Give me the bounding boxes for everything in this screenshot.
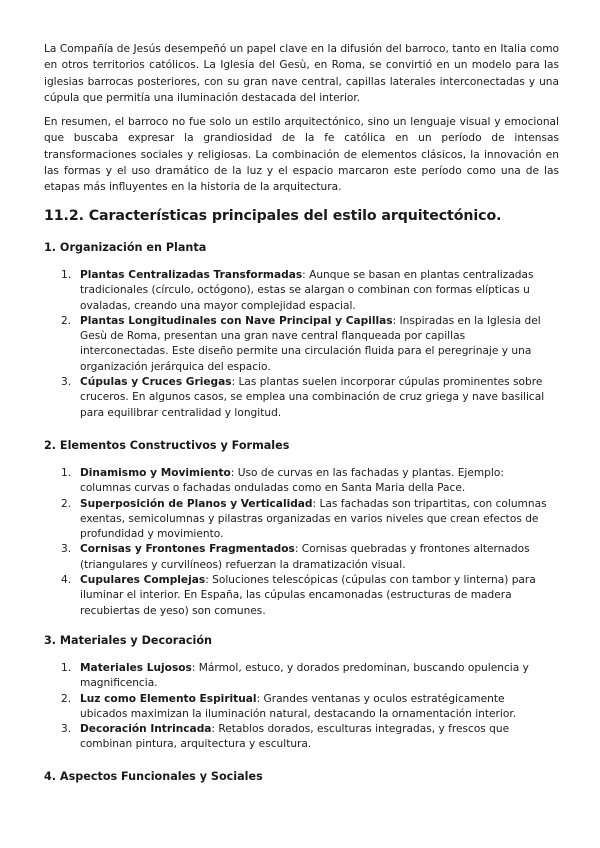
- subsection-title: 4. Aspectos Funcionales y Sociales: [44, 770, 263, 783]
- list-number: 4.: [61, 574, 72, 587]
- list-item: [0, 692, 550, 723]
- list-item-term: Plantas Longitudinales con Nave Principal y Capillas: [80, 314, 393, 327]
- list-item: [0, 268, 550, 314]
- list-item: [0, 375, 550, 421]
- intro-paragraph-2: En resumen, el barroco no fue solo un estilo arquitectónico, sino un lenguaje visual y emocional que buscaba expresar la grandiosidad de la fe católica en un período de intensas transformaciones sociales y religiosas. La combinación de elementos clásicos, la innovación en las formas y el uso dramático de la luz y el espacio marcaron este período como una de las etapas más influyentes en la historia de la arquitectura.: [44, 116, 559, 194]
- list-item-text: : Retablos dorados, esculturas integradas, y frescos que combinan pintura, arquitectura y escultura.: [80, 723, 510, 751]
- list-item-term: Luz como Elemento Espiritual: [80, 692, 257, 705]
- list-number: 3.: [61, 543, 72, 556]
- list-item-text: : Inspiradas en la Iglesia del Gesù de Roma, presentan una gran nave central flanqueada por capillas interconectadas. Este diseño permite una circulación fluida para el peregrinaje y una organización jerárquica del espacio.: [80, 314, 541, 373]
- list-number: 2.: [61, 692, 72, 705]
- list-item-term: Materiales Lujosos: [80, 662, 192, 674]
- list-item: [0, 542, 550, 573]
- subsection-title: 2. Elementos Constructivos y Formales: [44, 439, 290, 452]
- list-number: 1.: [61, 269, 72, 281]
- list-item-term: Cornisas y Frontones Fragmentados: [80, 543, 295, 556]
- list-item-text: : Grandes ventanas y oculos estratégicamente ubicados maximizan la iluminación natural, destacando la ornamentación interior.: [80, 692, 517, 720]
- numbered-list: [0, 268, 550, 421]
- list-item-term: Cupulares Complejas: [80, 574, 206, 587]
- list-item-term: Plantas Centralizadas Transformadas: [80, 269, 303, 281]
- list-item-text: : Uso de curvas en las fachadas y plantas. Ejemplo: columnas curvas o fachadas onduladas como en Santa Maria della Pace.: [80, 467, 504, 495]
- list-item-text: : Aunque se basan en plantas centralizadas tradicionales (círculo, octógono), estas se alargan o combinan con formas elípticas u ovaladas, creando una mayor complejidad espacial.: [80, 269, 534, 312]
- list-number: 3.: [61, 376, 72, 389]
- intro-paragraph-1: La Compañía de Jesús desempeñó un papel clave en la difusión del barroco, tanto en Italia como en otros territorios católicos. La Iglesia del Gesù, en Roma, se convirtió en un modelo para las iglesias barrocas posteriores, con su gran nave central, capillas laterales interconectadas y una cúpula que permitía una iluminación destacada del interior.: [44, 43, 559, 104]
- list-item-text: : Las plantas suelen incorporar cúpulas prominentes sobre cruceros. En algunos casos, se emplea una combinación de cruz griega y nave basilical para equilibrar centralidad y longitud.: [80, 376, 545, 419]
- subsection-title: 1. Organización en Planta: [44, 241, 207, 254]
- list-item-term: Superposición de Planos y Verticalidad: [80, 497, 313, 510]
- list-item-term: Decoración Intrincada: [80, 723, 212, 736]
- list-item: [0, 573, 550, 619]
- subsection-title: 3. Materiales y Decoración: [44, 634, 212, 647]
- list-number: 3.: [61, 723, 72, 736]
- list-item: [0, 722, 550, 753]
- list-item-term: Cúpulas y Cruces Griegas: [80, 376, 232, 389]
- list-item-text: : Soluciones telescópicas (cúpulas con tambor y linterna) para iluminar el interior. En España, las cúpulas encamonadas (estructuras de madera recubiertas de yeso) son comunes.: [80, 574, 536, 617]
- section-heading: 11.2. Características principales del estilo arquitectónico.: [44, 208, 502, 224]
- numbered-list: [0, 661, 550, 753]
- list-item-text: : Las fachadas son tripartitas, con columnas exentas, semicolumnas y pilastras organizadas en varios niveles que crean efectos de profundidad y movimiento.: [80, 497, 547, 541]
- list-item-text: : Mármol, estuco, y dorados predominan, buscando opulencia y magnificencia.: [80, 662, 529, 690]
- list-item: [0, 314, 550, 375]
- list-number: 1.: [61, 662, 72, 674]
- list-number: 2.: [61, 497, 72, 510]
- list-number: 2.: [61, 314, 72, 327]
- list-number: 1.: [61, 467, 72, 479]
- list-item: [0, 497, 550, 543]
- list-item-text: : Cornisas quebradas y frontones alternados (triangulares y curvilíneos) refuerzan la dramatización visual.: [80, 543, 530, 571]
- numbered-list: [0, 466, 550, 619]
- list-item: [0, 466, 550, 497]
- list-item: [0, 661, 550, 692]
- list-item-term: Dinamismo y Movimiento: [80, 467, 231, 479]
